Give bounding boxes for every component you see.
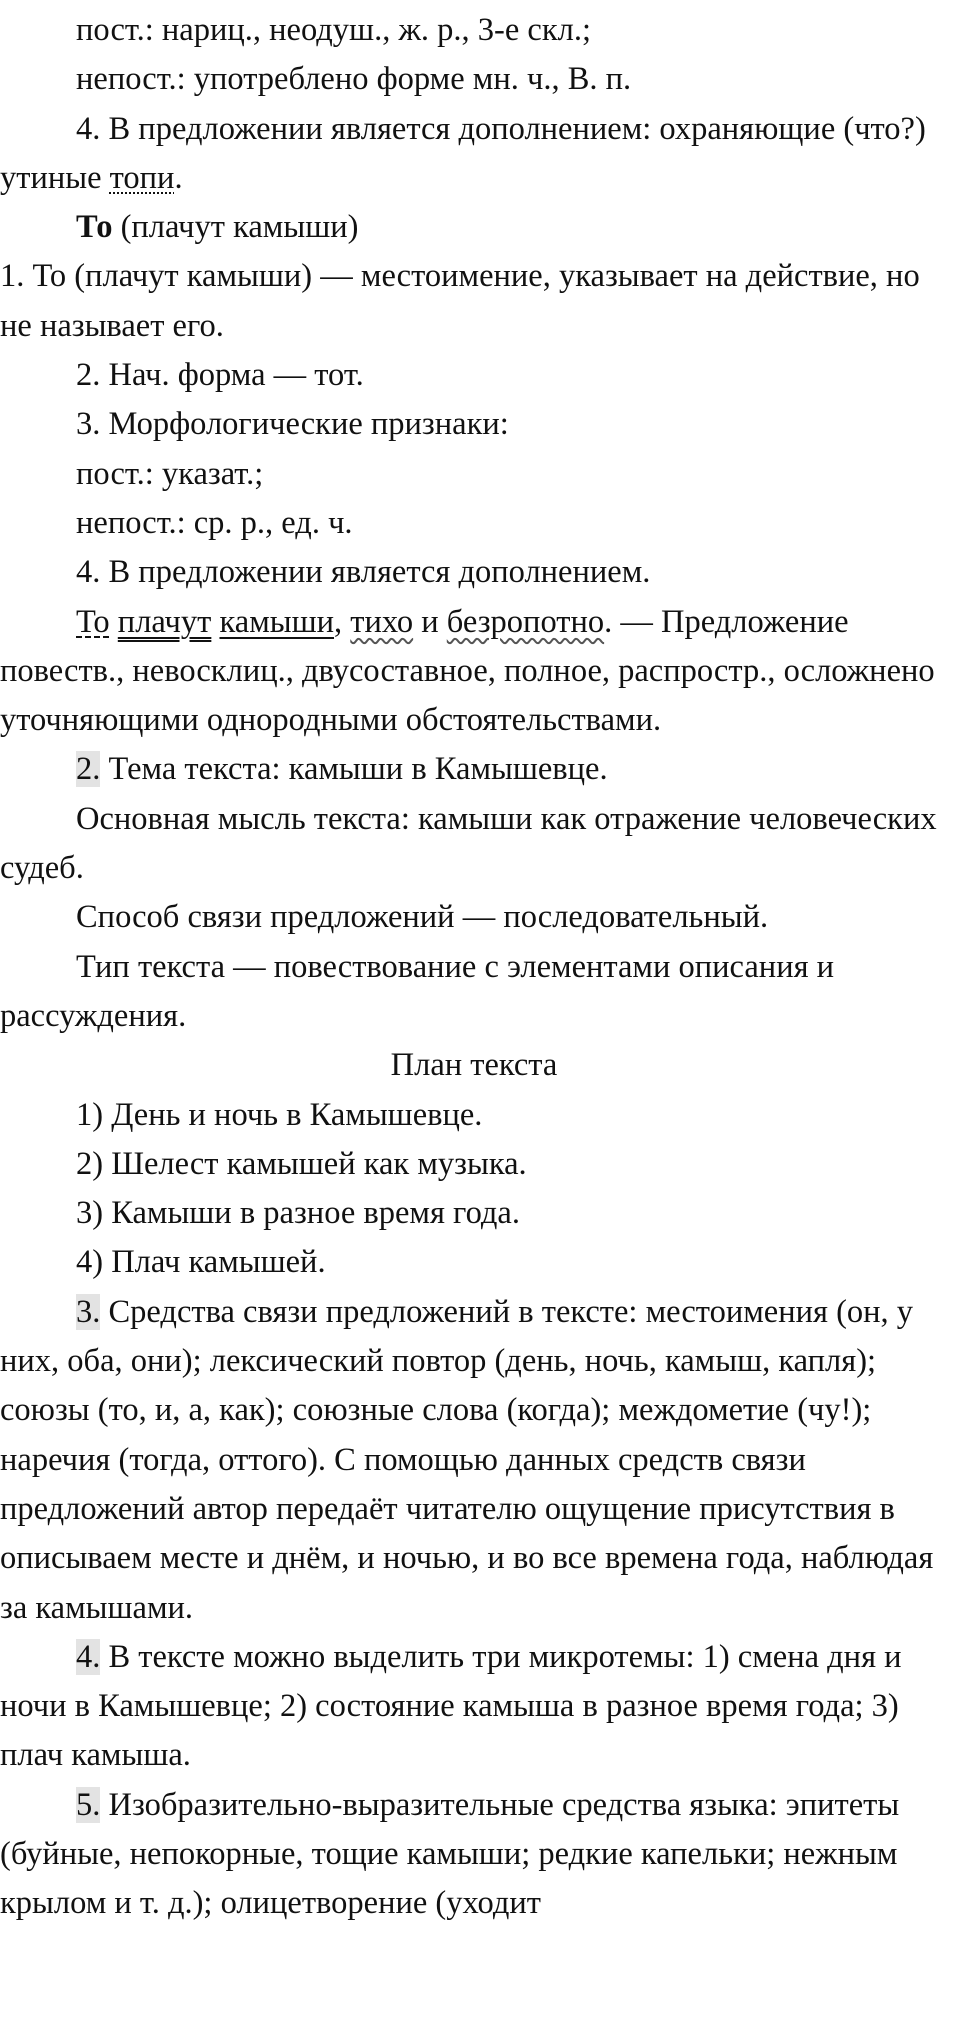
plan-item: 2) Шелест камышей как музыка.: [76, 1145, 527, 1182]
conjunction: и: [413, 603, 447, 640]
task-2-theme: [0, 745, 948, 794]
plan-item: 4) Плач камышей.: [76, 1244, 326, 1281]
heading-bold-word: То: [76, 209, 113, 246]
morph-variable-line: непост.: употреблено форме мн. ч., В. п.: [76, 61, 632, 98]
adverbial-word-1: тихо: [350, 603, 414, 640]
subject-word: камыши: [219, 603, 335, 640]
connection-method: Способ связи предложений — последовательный.: [76, 899, 769, 936]
sentence-parse: [0, 598, 948, 746]
document-page: [0, 6, 948, 1929]
text-type: Тип текста — повествование с элементами описания и рассуждения.: [0, 948, 835, 1034]
analysis-permanent: пост.: указат.;: [76, 455, 264, 492]
comma: ,: [334, 603, 351, 640]
main-idea: Основная мысль текста: камыши как отражение человеческих судеб.: [0, 800, 937, 887]
task-2-text: Тема текста: камыши в Камышевце.: [100, 751, 608, 788]
period: .: [174, 159, 183, 196]
space: [110, 604, 118, 640]
task-4-text: В тексте можно выделить три микротемы: 1) смена дня и ночи в Камышевце; 2) состояние камыша в разное время года; 3) плач камыша.: [0, 1638, 902, 1774]
task-4-paragraph: [0, 1633, 948, 1781]
task-3-text: Средства связи предложений в тексте: местоимения (он, у них, оба, они); лексический повтор (день, ночь, камыш, капля); союзы (то, и, а, как); союзные слова (когда); междометие (чу!); наречия (тогда, оттого). С помощью данных средств связи предложений автор передаёт читателю ощущение присутствия в описываем месте и днём, и ночью, и во все времена года, наблюдая за камышами.: [0, 1293, 934, 1626]
predicate-word: плачут: [117, 603, 212, 640]
underlined-word-topi: топи: [109, 159, 175, 196]
analysis-point-3: 3. Морфологические признаки:: [76, 406, 509, 443]
task-number-3: 3.: [76, 1293, 101, 1330]
analysis-variable: непост.: ср. р., ед. ч.: [76, 504, 353, 541]
task-3-paragraph: [0, 1288, 948, 1633]
heading-rest: (плачут камыши): [112, 209, 359, 246]
task-5-paragraph: [0, 1781, 948, 1929]
task-number-2: 2.: [76, 751, 101, 788]
analysis-point-4: 4. В предложении является дополнением.: [76, 554, 651, 591]
plan-title: План текста: [390, 1047, 558, 1084]
syntax-role-line: [0, 105, 948, 204]
morph-permanent-line: пост.: нариц., неодуш., ж. р., 3-е скл.;: [76, 12, 592, 48]
task-number-4: 4.: [76, 1638, 101, 1675]
task-5-text: Изобразительно-выразительные средства языка: эпитеты (буйные, непокорные, тощие камыши; редкие капельки; нежным крылом и т. д.); олицетворение (уходит: [0, 1786, 900, 1922]
analysis-point-2: 2. Нач. форма — тот.: [76, 357, 364, 394]
analysis-point-1: 1. То (плачут камыши) — местоимение, указывает на действие, но не называет его.: [0, 258, 920, 344]
sentence-description: . — Предложение повеств., невосклиц., двусоставное, полное, распростр., осложнено уточняющими однородными обстоятельствами.: [0, 603, 935, 739]
plan-item: 1) День и ночь в Камышевце.: [76, 1096, 483, 1133]
object-word-to: То: [76, 603, 110, 640]
adverbial-word-2: безропотно: [446, 603, 605, 640]
task-number-5: 5.: [76, 1786, 101, 1823]
word-heading-to: [0, 203, 948, 252]
syntax-role-text: 4. В предложении является дополнением: охраняющие (что?) утиные: [0, 110, 926, 196]
plan-item: 3) Камыши в разное время года.: [76, 1195, 520, 1232]
